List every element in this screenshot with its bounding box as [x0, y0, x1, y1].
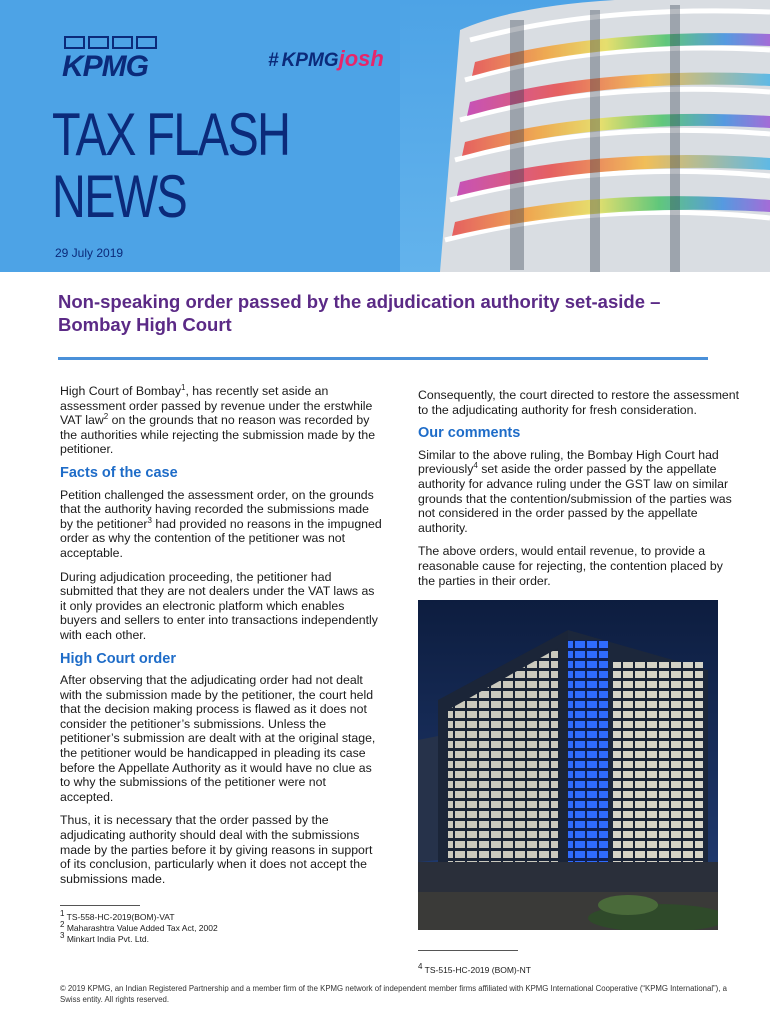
office-building-photo [418, 600, 718, 930]
facts-paragraph-2: During adjudication proceeding, the petitioner had submitted that they are not dealers under the VAT laws as it only provides an electronic platform which enables buyers and sellers to enter into transactions independently with each other. [60, 569, 378, 642]
header-banner [0, 0, 770, 272]
footnote-3: $^3$ Minkart India Pvt. Ltd. [60, 931, 150, 944]
footnote-1: $^1$ TS-558-HC-2019(BOM)-VAT [60, 909, 175, 922]
our-comments-heading: Our comments [418, 425, 521, 442]
hc-paragraph-1: After observing that the adjudicating order had not dealt with the submission made by the petitioner, the court held that the decision making process is flawed as it does not consider the petitioner’s submissions. Unless the petitioner’s submission are dealt with at the original stage, the petitioner would be handicapped in pleading its case before the Appellate Authority as it would have no clue as to why the submissions of the petitioner were not accepted. [60, 673, 376, 804]
building-photo [400, 0, 770, 272]
newsletter-title: TAX FLASH NEWS [52, 101, 290, 230]
facts-paragraph-1: Petition challenged the assessment order, on the grounds that the authority having recorded the submissions made by the petitioner$^3$ had provided no reasons in the impugned order as why the contention of the petitioner was not acceptable. [60, 487, 382, 560]
consequently-paragraph: Consequently, the court directed to restore the assessment to the adjudicating authority for fresh consideration. [418, 388, 740, 417]
high-court-order-heading: High Court order [60, 650, 176, 667]
issue-date: 29 July 2019 [55, 246, 124, 260]
intro-paragraph: High Court of Bombay$^1$, has recently set aside an assessment order passed by revenue under the erstwhile VAT law$^2$ on the grounds that no reason was recorded by the authorities while rejecting the submission made by the petitioner. [60, 382, 376, 457]
footnote-divider-left [60, 905, 140, 906]
comments-paragraph-1: Similar to the above ruling, the Bombay High Court had previously$^4$ set aside the order passed by the appellate authority for advance ruling under the GST law on similar grounds that the contention/submission of the parties was not considered in the order passed by the appellate authority. [418, 447, 732, 535]
footnotes-left [60, 909, 218, 945]
kpmg-josh-logo: # KPMGjosh [268, 46, 384, 71]
footnote-4: $^4$ TS-515-HC-2019 (BOM)-NT [418, 962, 531, 975]
comments-paragraph-2: The above orders, would entail revenue, to provide a reasonable cause for rejecting, the contention placed by the parties in their order. [418, 544, 723, 588]
footnote-2: $^2$ Maharashtra Value Added Tax Act, 2002 [60, 920, 218, 933]
left-column [60, 384, 382, 895]
headline-divider [58, 357, 708, 360]
kpmg-logo [62, 36, 162, 83]
copyright-notice: © 2019 KPMG, an Indian Registered Partnership and a member firm of the KPMG network of independent member firms affiliated with KPMG International Cooperative (“KPMG International”), a Swiss entity. All rights reserved. [60, 984, 727, 1004]
logo-text: KPMG [62, 50, 148, 83]
hc-paragraph-2: Thus, it is necessary that the order passed by the adjudicating authority should deal with the submissions made by the parties before it by giving reasons in support of its conclusion, particularly when it does not accept the submissions made. [60, 813, 373, 886]
logo-boxes [64, 36, 157, 49]
article-headline: Non-speaking order passed by the adjudication authority set-aside – Bombay High Court [58, 291, 661, 335]
right-column [418, 388, 740, 597]
facts-heading: Facts of the case [60, 464, 178, 481]
footnote-divider-right [418, 950, 518, 951]
